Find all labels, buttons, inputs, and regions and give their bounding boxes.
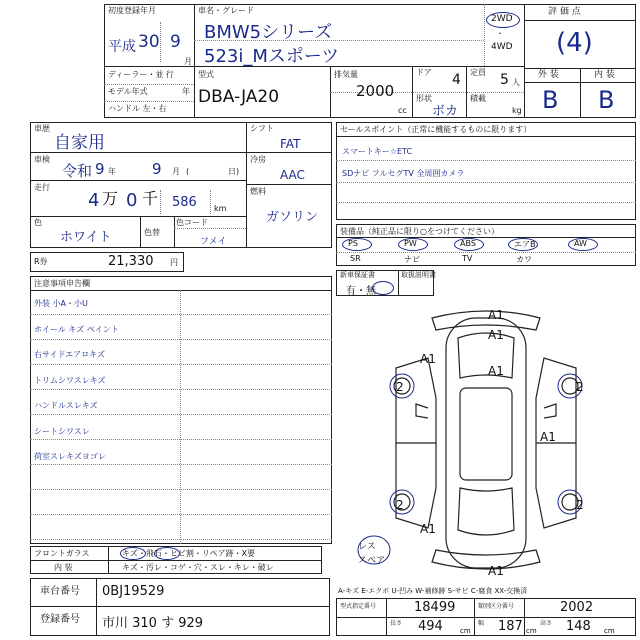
displacement-value: 2000 — [356, 82, 395, 100]
shape-value: ボカ — [432, 104, 459, 119]
length-value: 494 — [418, 619, 443, 634]
length-unit: cm — [460, 627, 471, 635]
front-glass-circle-1 — [120, 547, 146, 560]
warranty-label: 新車保証書 — [340, 271, 375, 279]
damage-mark: A1 — [420, 522, 436, 536]
first-reg-month-unit: 月 — [184, 57, 192, 66]
sales-point-line1: スマートキー☆ETC — [342, 147, 413, 156]
interior-grade: B — [598, 86, 615, 114]
inspection-year: 9 — [95, 160, 105, 178]
color-value: ホワイト — [60, 230, 112, 245]
note-line: ホイール キズ ペイント — [34, 324, 119, 334]
first-reg-year: 30 — [138, 32, 160, 52]
note-line: シートシワスレ — [34, 426, 90, 436]
first-reg-label: 初度登録年月 — [108, 6, 156, 15]
interior-cond-label: 内 装 — [54, 563, 73, 572]
interior-cond-text: キズ・汚レ・コゲ・穴・スレ・キレ・破レ — [122, 563, 274, 572]
damage-legend: A-キズ E-エクボ U-凹み W-補修跡 S-サビ C-腐食 XX-交換済 — [338, 587, 528, 595]
manual-label: 取扱説明書 — [401, 271, 436, 279]
warranty-circle — [372, 281, 394, 295]
load-label: 積載 — [470, 94, 486, 103]
type-cert-label: 型式指定番号 — [340, 603, 377, 610]
damage-mark: 2 — [576, 380, 584, 394]
height-value: 148 — [566, 619, 591, 634]
dealer-label: ディーラー・並 行 — [108, 70, 174, 79]
chassis-value: 0BJ19529 — [102, 584, 165, 599]
shift-label: シフト — [250, 124, 274, 133]
recycle-unit: 円 — [170, 258, 178, 267]
drive-2wd: 2WD — [491, 14, 513, 24]
width-label: 幅 — [478, 620, 485, 627]
damage-mark: A1 — [488, 328, 504, 342]
interior-label: 内 装 — [594, 70, 615, 80]
kg-unit: kg — [512, 106, 522, 115]
spare-note: レス スペア — [358, 542, 386, 566]
equipment-item: カワ — [516, 255, 532, 264]
type-cert-value: 18499 — [414, 600, 456, 615]
damage-mark: 2 — [576, 498, 584, 512]
note-line: トリムシワスレキズ — [34, 375, 106, 385]
inspection-month: 9 — [152, 160, 162, 178]
mileage-label: 走行 — [34, 183, 50, 192]
shape-label: 形状 — [416, 94, 432, 103]
note-line: 荷室スレキズヨゴレ — [34, 452, 106, 461]
length-label: 長さ — [390, 620, 403, 627]
score-label: 評 価 点 — [548, 7, 581, 17]
capacity-label: 定員 — [470, 68, 486, 77]
shift-value: FAT — [280, 137, 301, 151]
equipment-item: PS — [348, 239, 358, 248]
inspection-label: 車検 — [34, 155, 50, 164]
equipment-item: AW — [574, 239, 587, 248]
front-glass-circle-2 — [154, 547, 180, 560]
recycle-value: 21,330 — [108, 254, 154, 269]
fuel-label: 燃料 — [250, 187, 266, 196]
model-year-label: モデル年式 — [108, 87, 148, 96]
reg-label: 登録番号 — [40, 614, 80, 625]
width-value: 187 — [498, 619, 523, 634]
equipment-item: ABS — [460, 239, 476, 248]
history-label: 車歴 — [34, 124, 50, 133]
drive-4wd: 4WD — [491, 42, 513, 52]
notes-label: 注意事項申告欄 — [34, 279, 90, 288]
recycle-box — [30, 252, 184, 272]
car-name-label: 車名・グレード — [198, 6, 254, 15]
sales-point-label: セールスポイント（正常に機能するものに限ります） — [340, 125, 532, 134]
damage-mark: A1 — [488, 308, 504, 322]
equipment-item: SR — [350, 254, 361, 263]
drive-dot: ・ — [496, 29, 504, 38]
equipment-item: PW — [404, 239, 417, 248]
inspection-month-unit: 月 — [172, 167, 180, 176]
model-year-unit: 年 — [182, 87, 190, 96]
mileage-man: 4 — [88, 190, 100, 211]
exterior-grade: B — [542, 86, 559, 114]
mileage-sen-unit: 千 — [142, 189, 159, 208]
color-code-value: フメイ — [200, 237, 227, 247]
cc-unit: cc — [398, 106, 407, 115]
first-reg-era: 平成 — [108, 39, 136, 55]
height-unit: cm — [604, 627, 615, 635]
damage-mark: A1 — [488, 564, 504, 578]
ac-label: 冷房 — [250, 155, 266, 164]
front-glass-text: キズ・飛石・ヒビ割・リペア跡・X要 — [122, 549, 256, 558]
color-label: 色 — [34, 218, 42, 227]
damage-mark: A1 — [540, 430, 556, 444]
capacity-value: 5 — [500, 72, 509, 88]
color-swap-label: 色替 — [144, 228, 160, 237]
car-grade: 523i_Mスポーツ — [204, 46, 340, 67]
inspection-era: 令和 — [62, 162, 93, 180]
mileage-man-unit: 万 — [102, 189, 119, 208]
reg-value: 市川 310 す 929 — [102, 616, 204, 631]
damage-mark: 2 — [396, 498, 404, 512]
recycle-label: R券 — [34, 257, 48, 266]
car-name: BMW5シリーズ — [204, 22, 333, 43]
sales-point-line2: SDナビ フルセグTV 全周囲カメラ — [342, 169, 465, 178]
class-label: 類別区分番号 — [478, 603, 515, 610]
door-value: 4 — [452, 72, 461, 88]
displacement-label: 排気量 — [334, 70, 358, 79]
fuel-value: ガソリン — [266, 210, 319, 225]
damage-mark: A1 — [488, 364, 504, 378]
damage-mark: A1 — [420, 352, 436, 366]
type-label: 型式 — [198, 70, 214, 79]
type-value: DBA-JA20 — [198, 87, 280, 107]
inspection-day-unit: 日) — [228, 167, 240, 176]
mileage-sen: 0 — [126, 190, 138, 211]
handle-label: ハンドル 左・右 — [108, 104, 167, 113]
history-value: 自家用 — [54, 133, 105, 153]
height-label: 高さ — [540, 620, 553, 627]
equipment-item: TV — [462, 254, 473, 263]
ac-value: AAC — [280, 168, 305, 182]
equipment-item: ナビ — [404, 255, 420, 264]
first-reg-month: 9 — [170, 32, 181, 52]
equipment-label: 装備品（純正品に限り○をつけてください） — [340, 227, 499, 236]
warranty-value: 有・無 — [346, 286, 376, 297]
damage-mark: 2 — [396, 380, 404, 394]
score-value: (4) — [556, 28, 593, 58]
front-glass-label: フロントガラス — [34, 549, 90, 558]
note-line: 右サイドエアロキズ — [34, 350, 105, 359]
door-label: ドア — [416, 68, 432, 77]
mileage-rest: 586 — [172, 195, 197, 210]
chassis-label: 車台番号 — [40, 586, 80, 597]
exterior-label: 外 装 — [538, 70, 559, 80]
inspection-year-unit: 年 — [108, 167, 116, 176]
note-line: 外装 小A・小U — [34, 299, 88, 308]
capacity-unit: 人 — [512, 78, 520, 87]
equipment-item: エアB — [514, 240, 536, 249]
width-unit: cm — [526, 627, 537, 635]
class-value: 2002 — [560, 600, 594, 615]
note-line: ハンドルスレキズ — [34, 401, 98, 410]
color-code-label: 色コード — [176, 218, 208, 227]
km-unit: km — [214, 204, 227, 213]
